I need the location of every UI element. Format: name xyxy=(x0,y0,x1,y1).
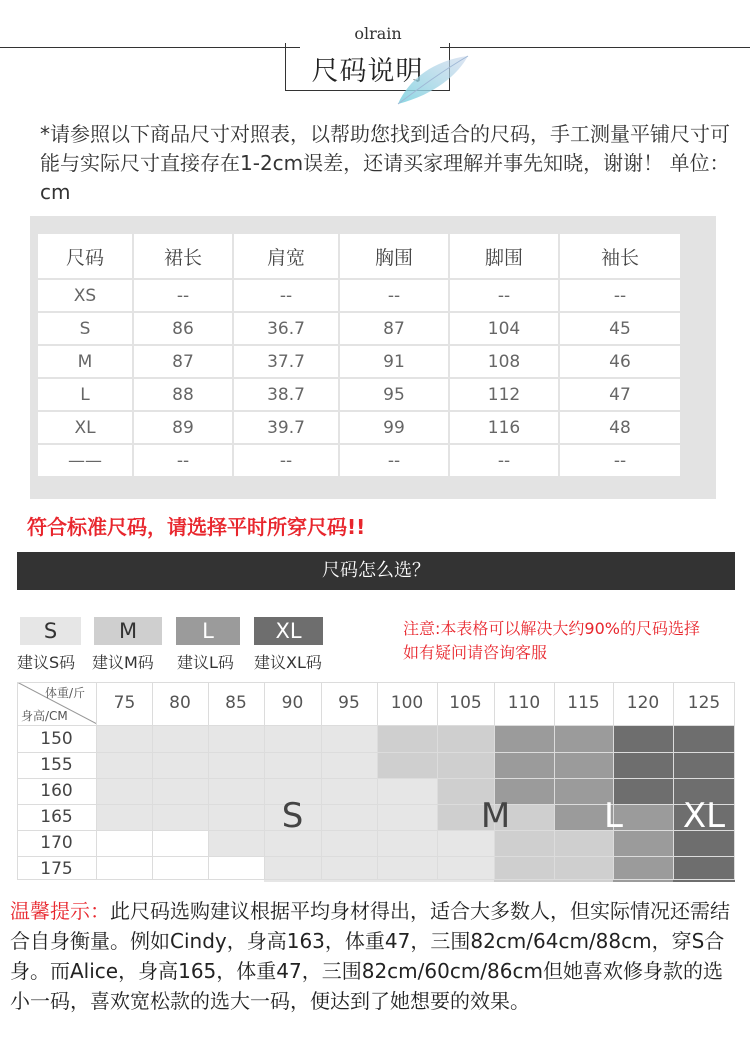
grid-hline xyxy=(17,879,735,880)
table-row xyxy=(38,379,680,410)
grid-vline xyxy=(321,682,322,880)
grid-cell xyxy=(437,726,494,752)
grid-cell xyxy=(494,752,554,778)
height-label: 165 xyxy=(40,807,73,827)
legend-caption-s: 建议S码 xyxy=(17,653,76,672)
grid-cell xyxy=(613,726,673,752)
cell: XL xyxy=(38,412,132,443)
grid-cell xyxy=(152,804,208,830)
note-line: 注意:本表格可以解决大约90%的尺码选择 xyxy=(403,619,700,638)
grid-cell xyxy=(321,778,377,804)
grid-cell xyxy=(321,830,377,856)
cell: 47 xyxy=(560,379,680,410)
table-row xyxy=(38,445,680,476)
tip-text: 此尺码选购建议根据平均身材得出，适合大多数人，但实际情况还需结合自身衡量。例如Cindy，身高163，体重47，三围82cm/64cm/88cm，穿S合身。而Alice，身高165，体重47，三围82cm/60cm/86cm但她喜欢修身款的选小一码，喜欢宽松款的选大一码，便达到了她想要的效果。 xyxy=(10,899,730,1013)
legend-caption-m: 建议M码 xyxy=(92,653,154,672)
header-sleeve: 袖长 xyxy=(560,234,680,278)
grid-vline xyxy=(437,682,438,880)
height-label: 150 xyxy=(40,729,73,749)
feather-icon xyxy=(392,52,472,108)
cell: S xyxy=(38,313,132,344)
cell: 36.7 xyxy=(234,313,338,344)
grid-cell xyxy=(97,752,152,778)
grid-vline xyxy=(17,682,18,880)
grid-cell xyxy=(321,752,377,778)
grid-cell xyxy=(494,726,554,752)
grid-hline xyxy=(17,778,735,779)
cell: -- xyxy=(340,445,448,476)
cell: -- xyxy=(234,445,338,476)
tip-paragraph xyxy=(10,896,740,1016)
grid-vline xyxy=(554,682,555,880)
cell: M xyxy=(38,346,132,377)
grid-cell xyxy=(97,726,152,752)
grid-size-label-s: S xyxy=(281,796,304,836)
grid-cell xyxy=(437,752,494,778)
weight-label: 85 xyxy=(225,693,247,713)
table-row xyxy=(38,313,680,344)
cell: 91 xyxy=(340,346,448,377)
cell: 87 xyxy=(134,346,232,377)
weight-label: 80 xyxy=(169,693,191,713)
grid-vline xyxy=(494,682,495,880)
cell: —— xyxy=(38,445,132,476)
cell: -- xyxy=(560,445,680,476)
grid-vline xyxy=(152,682,153,880)
grid-hline xyxy=(17,856,735,857)
tip-label: 温馨提示： xyxy=(10,899,110,923)
grid-cell xyxy=(97,778,152,804)
intro-text: *请参照以下商品尺寸对照表，以帮助您找到适合的尺码，手工测量平铺尺寸可能与实际尺寸直接存在1-2cm误差，还请买家理解并事先知晓，谢谢！ 单位：cm xyxy=(40,122,730,204)
weight-label: 90 xyxy=(281,693,304,713)
cell: -- xyxy=(450,445,558,476)
grid-vline xyxy=(613,682,614,880)
weight-label: 95 xyxy=(338,693,360,713)
grid-cell xyxy=(152,830,208,856)
section-title: 尺码怎么选？ xyxy=(17,552,735,590)
header-size: 尺码 xyxy=(38,234,132,278)
header-shoulder: 肩宽 xyxy=(234,234,338,278)
grid-cell xyxy=(208,726,264,752)
weight-label: 125 xyxy=(687,693,721,713)
grid-size-label-m: M xyxy=(480,796,511,836)
size-recommendation-grid xyxy=(17,682,735,880)
grid-cell xyxy=(613,752,673,778)
height-label: 160 xyxy=(40,781,73,801)
cell: 39.7 xyxy=(234,412,338,443)
grid-cell xyxy=(208,778,264,804)
cell: 38.7 xyxy=(234,379,338,410)
weight-label: 100 xyxy=(390,693,424,713)
grid-hline xyxy=(17,752,735,753)
header-rule-left xyxy=(0,47,300,48)
grid-cell xyxy=(377,778,437,804)
note-text xyxy=(403,617,700,665)
grid-cell xyxy=(152,778,208,804)
cell: 46 xyxy=(560,346,680,377)
cell: 48 xyxy=(560,412,680,443)
legend-caption-l: 建议L码 xyxy=(177,653,234,672)
cell: -- xyxy=(134,445,232,476)
grid-cell xyxy=(377,726,437,752)
note-line: 如有疑问请咨询客服 xyxy=(403,643,548,662)
cell: -- xyxy=(560,280,680,311)
weight-label: 105 xyxy=(449,693,482,713)
legend-caption-xl: 建议XL码 xyxy=(254,653,322,672)
grid-vline xyxy=(377,682,378,880)
height-axis-label: 身高/CM xyxy=(21,709,68,723)
cell: 37.7 xyxy=(234,346,338,377)
cell: -- xyxy=(340,280,448,311)
header-bust: 胸围 xyxy=(340,234,448,278)
table-row xyxy=(38,346,680,377)
grid-vline xyxy=(734,682,735,880)
weight-label: 75 xyxy=(113,693,136,713)
cell: 88 xyxy=(134,379,232,410)
grid-vline xyxy=(96,682,97,880)
height-label: 155 xyxy=(40,755,73,775)
grid-cell xyxy=(208,752,264,778)
header-rule-right xyxy=(440,47,750,48)
height-label: 170 xyxy=(40,833,73,853)
weight-axis-label: 体重/斤 xyxy=(45,686,86,700)
cell: -- xyxy=(450,280,558,311)
grid-cell xyxy=(264,726,321,752)
brand-logo: olrain xyxy=(354,24,402,43)
grid-cell xyxy=(208,804,264,830)
grid-cell xyxy=(152,726,208,752)
size-warning: 符合标准尺码，请选择平时所穿尺码!! xyxy=(27,515,366,539)
grid-hline xyxy=(17,682,735,683)
grid-cell xyxy=(208,830,264,856)
header-hem: 脚围 xyxy=(450,234,558,278)
grid-cell xyxy=(554,726,613,752)
weight-label: 120 xyxy=(626,693,660,713)
legend-swatch-l: L xyxy=(176,617,240,645)
cell: XS xyxy=(38,280,132,311)
cell: 104 xyxy=(450,313,558,344)
grid-cell xyxy=(264,752,321,778)
table-row xyxy=(38,412,680,443)
grid-cell xyxy=(321,804,377,830)
grid-size-label-xl: XL xyxy=(682,796,726,836)
cell: 112 xyxy=(450,379,558,410)
cell: -- xyxy=(234,280,338,311)
cell: L xyxy=(38,379,132,410)
height-label: 175 xyxy=(40,859,73,879)
cell: 95 xyxy=(340,379,448,410)
weight-label: 115 xyxy=(567,693,600,713)
page-title: 尺码说明 xyxy=(311,56,424,87)
cell: 99 xyxy=(340,412,448,443)
header-dress-length: 裙长 xyxy=(134,234,232,278)
cell: 116 xyxy=(450,412,558,443)
grid-size-label-l: L xyxy=(604,796,623,836)
grid-vline xyxy=(264,682,265,880)
grid-cell xyxy=(673,752,735,778)
cell: 108 xyxy=(450,346,558,377)
grid-cell xyxy=(377,804,437,830)
grid-hline xyxy=(17,725,735,726)
grid-cell xyxy=(97,830,152,856)
size-table-header-row xyxy=(38,234,680,278)
grid-cell xyxy=(377,752,437,778)
grid-cell xyxy=(152,752,208,778)
cell: 45 xyxy=(560,313,680,344)
grid-vline xyxy=(208,682,209,880)
grid-cell xyxy=(97,804,152,830)
cell: 89 xyxy=(134,412,232,443)
cell: 87 xyxy=(340,313,448,344)
table-row xyxy=(38,280,680,311)
cell: 86 xyxy=(134,313,232,344)
legend-swatch-m: M xyxy=(94,617,162,645)
legend-swatch-xl: XL xyxy=(254,617,323,645)
weight-label: 110 xyxy=(507,693,541,713)
grid-cell xyxy=(321,726,377,752)
grid-cell xyxy=(673,726,735,752)
legend-swatch-s: S xyxy=(20,617,81,645)
grid-vline xyxy=(673,682,674,880)
cell: -- xyxy=(134,280,232,311)
grid-cell xyxy=(554,752,613,778)
size-table xyxy=(36,232,682,478)
grid-cell xyxy=(377,830,437,856)
